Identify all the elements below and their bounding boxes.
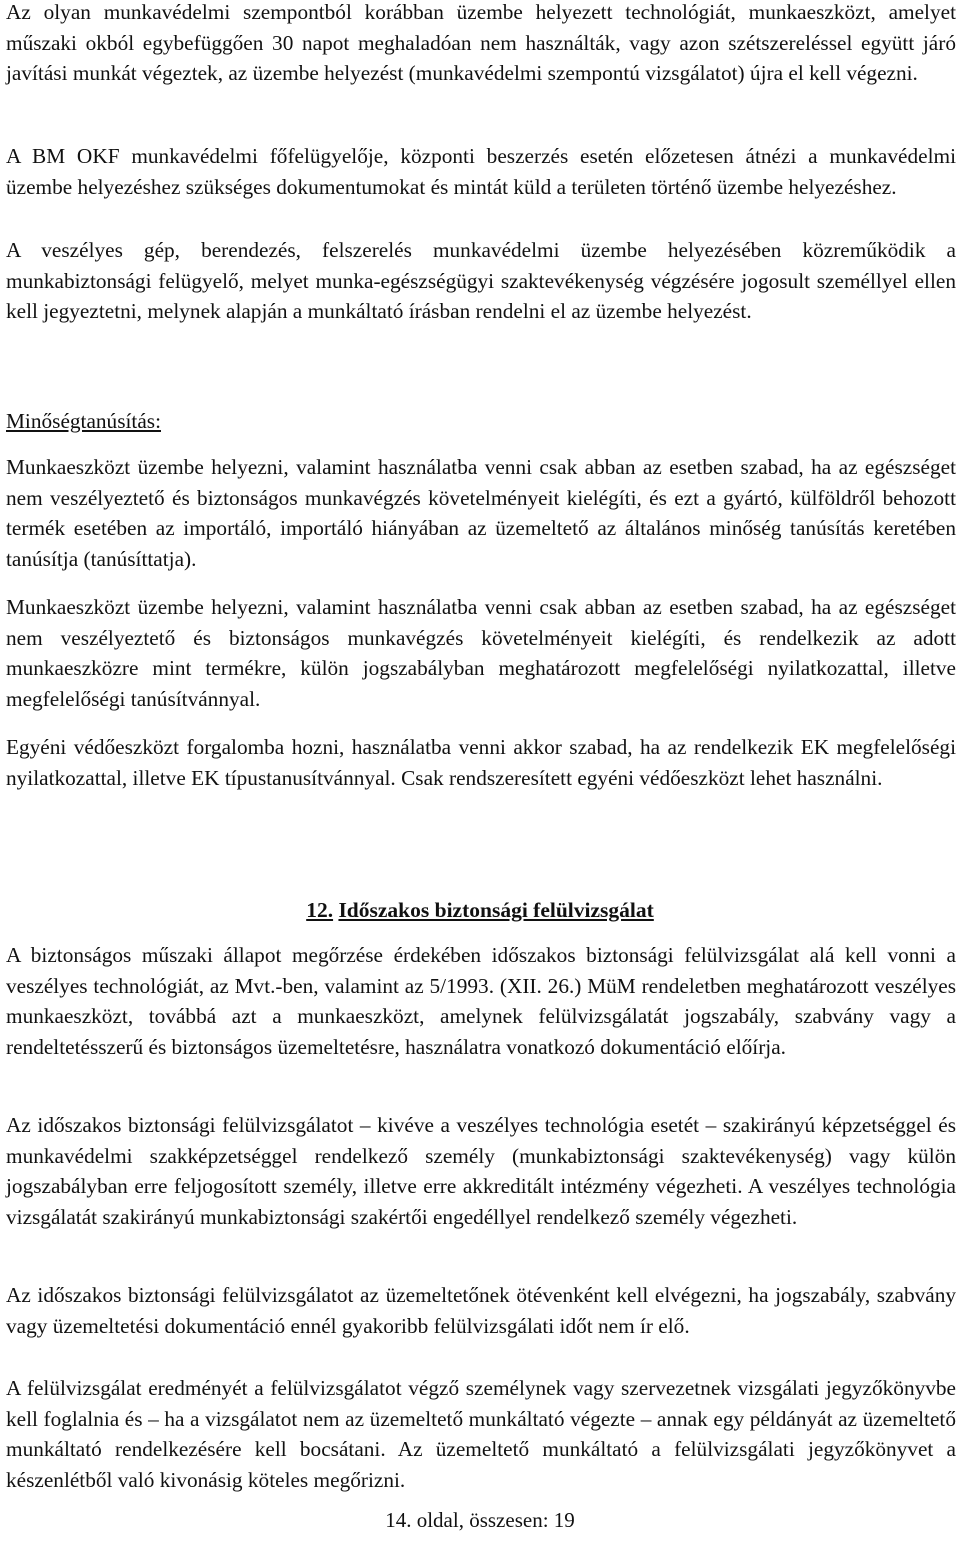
section-heading xyxy=(0,895,960,925)
paragraph-dangerous-machine: A veszélyes gép, berendezés, felszerelés munkavédelmi üzembe helyezésében közreműködik a munkabiztonsági felügyelő, melyet munka-egészségügyi szaktevékenység végzésére jogosult személlyel ellen kell jegyeztetni, melynek alapján a munkáltató írásban rendelni el az üzembe helyezést. xyxy=(6,238,956,323)
paragraph-inspector-qualification: Az időszakos biztonsági felülvizsgálatot – kivéve a veszélyes technológia esetét – szakirányú képzetséggel és munkavédelmi szakképzetséggel rendelkező személy (munkabiztonsági szaktevékenység) vagy külön jogszabályban erre feljogosított személy, illetve erre akkreditált intézmény végezheti. A veszélyes technológia vizsgálatát szakirányú munkabiztonsági szakértői engedéllyel rendelkező személy végezheti. xyxy=(6,1113,956,1229)
paragraph-quality-certification: Munkaeszközt üzembe helyezni, valamint használatba venni csak abban az esetben szabad, ha az egészséget nem veszélyeztető és biztonságos munkavégzés követelményeit kielégíti, és ezt a gyártó, külföldről behozott termék esetében az importáló, importáló hiányában az üzemeltető az általános minőség tanúsítás keretében tanúsítja (tanúsíttatja). xyxy=(6,455,956,571)
section-title: Időszakos biztonsági felülvizsgálat xyxy=(338,898,654,922)
paragraph-inspection-report: A felülvizsgálat eredményét a felülvizsgálatot végző személynek vagy szervezetnek vizsgálati jegyzőkönyvbe kell foglalnia és – ha a vizsgálatot nem az üzemeltető munkáltató végezte – annak egy példányát az üzemeltető munkáltató rendelkezésére kell bocsátani. Az üzemeltető munkáltató a felülvizsgálati jegyzőkönyvet a készenlétből való kivonásig köteles megőrizni. xyxy=(6,1376,956,1492)
paragraph-reuse-after-idle: Az olyan munkavédelmi szempontból korábban üzembe helyezett technológiát, munkaeszközt, amelyet műszaki okból egybefüggően 30 napot meghaladóan nem használták, vagy azon szétszereléssel együtt járó javítási munkát végeztek, az üzembe helyezést (munkavédelmi szempontú vizsgálatot) újra el kell végezni. xyxy=(6,0,956,85)
section-number: 12. xyxy=(306,898,334,922)
subheading-quality-certification: Minőségtanúsítás: xyxy=(6,409,161,433)
paragraph-personal-protective: Egyéni védőeszközt forgalomba hozni, használatba venni akkor szabad, ha az rendelkezik EK megfelelőségi nyilatkozattal, illetve EK típustanusítvánnyal. Csak rendszeresített egyéni védőeszközt lehet használni. xyxy=(6,735,956,790)
paragraph-five-yearly: Az időszakos biztonsági felülvizsgálatot az üzemeltetőnek ötévenként kell elvégezni, ha jogszabály, szabvány vagy üzemeltetési dokumentáció ennél gyakoribb felülvizsgálati időt nem ír elő. xyxy=(6,1283,956,1338)
paragraph-periodic-inspection: A biztonságos műszaki állapot megőrzése érdekében időszakos biztonsági felülvizsgálat alá kell vonni a veszélyes technológiát, az Mvt.-ben, valamint az 5/1993. (XII. 26.) MüM rendeletben meghatározott veszélyes munkaeszközt, továbbá azt a munkaeszközt, amelynek felülvizsgálatát jogszabály, szabvány vagy a rendeltetésszerű és biztonságos üzemeltetésre, használatra vonatkozó dokumentáció előírja. xyxy=(6,943,956,1059)
paragraph-bm-okf-inspector: A BM OKF munkavédelmi főfelügyelője, központi beszerzés esetén előzetesen átnézi a munkavédelmi üzembe helyezéshez szükséges dokumentumokat és mintát küld a területen történő üzembe helyezéshez. xyxy=(6,144,956,199)
paragraph-conformity-declaration: Munkaeszközt üzembe helyezni, valamint használatba venni csak abban az esetben szabad, ha az egészséget nem veszélyeztető és biztonságos munkavégzés követelményeit kielégíti, és rendelkezik az adott munkaeszközre mint termékre, külön jogszabályban meghatározott megfelelőségi nyilatkozattal, illetve megfelelőségi tanúsítvánnyal. xyxy=(6,595,956,711)
page-footer: 14. oldal, összesen: 19 xyxy=(385,1508,575,1532)
